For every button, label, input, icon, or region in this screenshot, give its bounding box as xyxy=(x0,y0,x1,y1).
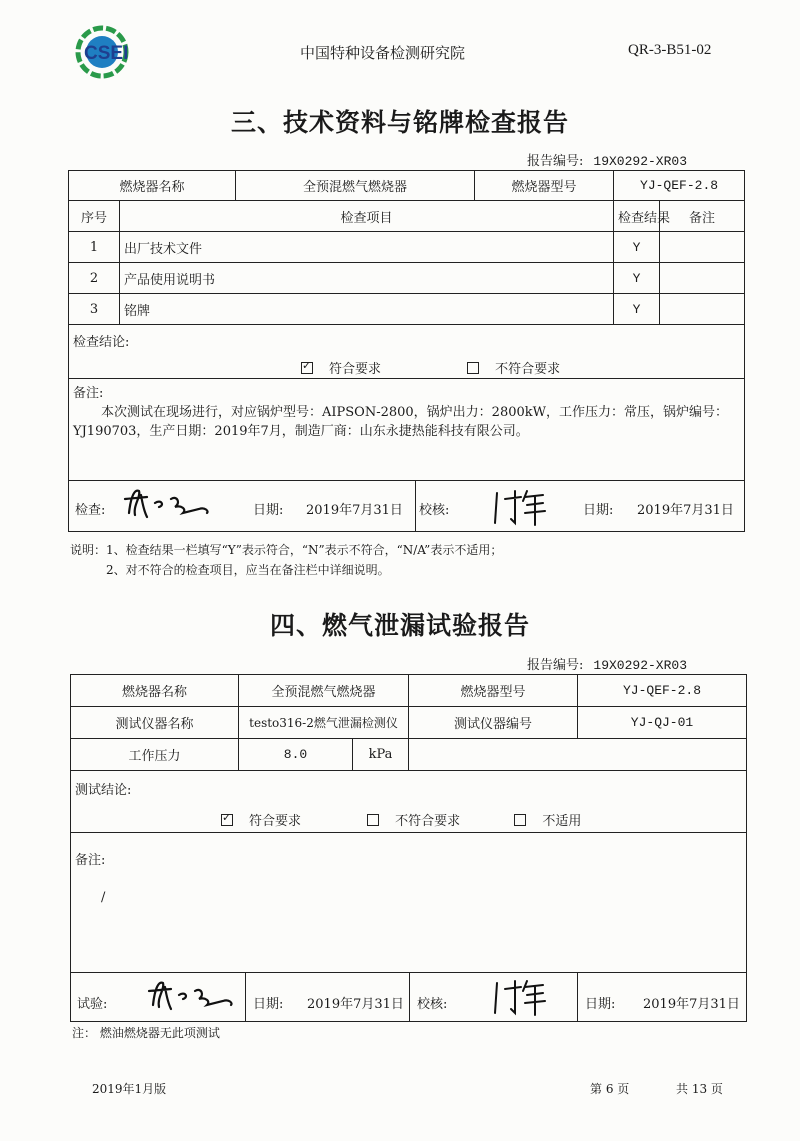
option-pass-label: 符合要求 xyxy=(249,814,302,829)
note-2: 2、对不符合的检查项目，应当在备注栏中详细说明。 xyxy=(106,563,390,577)
remark-label: 备注: xyxy=(73,386,104,401)
row-item: 产品使用说明书 xyxy=(120,263,614,294)
option-fail[interactable] xyxy=(367,810,460,829)
remark-value: / xyxy=(101,890,106,905)
logo-text: CSEI xyxy=(84,43,129,64)
date-value-2: 2019年7月31日 xyxy=(643,997,740,1012)
date-label-2: 日期: xyxy=(583,503,614,518)
pressure-value: 8.0 xyxy=(239,739,353,771)
tester-signature xyxy=(145,977,239,1017)
remark-cell xyxy=(71,833,747,973)
date-value-1: 2019年7月31日 xyxy=(306,503,403,518)
date-value-1: 2019年7月31日 xyxy=(307,997,404,1012)
burner-model-value: YJ-QEF-2.8 xyxy=(578,675,747,707)
row-remark xyxy=(660,294,745,325)
table-row xyxy=(69,263,745,294)
table-row xyxy=(69,294,745,325)
section4-table xyxy=(70,674,747,1022)
burner-model-label: 燃烧器型号 xyxy=(475,171,614,201)
date-label-1: 日期: xyxy=(253,503,284,518)
reviewer-signature xyxy=(489,975,549,1021)
option-fail-label: 不符合要求 xyxy=(395,814,461,829)
note-1: 说明：1、检查结果一栏填写“Y”表示符合，“N”表示不符合，“N/A”表示不适用； xyxy=(70,543,503,557)
row-result: Y xyxy=(614,232,660,263)
option-pass-label: 符合要求 xyxy=(329,362,382,377)
section3-table xyxy=(68,170,745,532)
section4-report-no xyxy=(527,654,687,673)
conclusion-cell xyxy=(69,325,745,379)
burner-model-value: YJ-QEF-2.8 xyxy=(614,171,745,201)
row-remark xyxy=(660,232,745,263)
form-code: QR-3-B51-02 xyxy=(628,42,712,58)
page-number: 第 6 页 xyxy=(590,1082,630,1096)
instrument-name-label: 测试仪器名称 xyxy=(71,707,239,739)
row-no: 2 xyxy=(69,263,120,294)
pressure-unit: kPa xyxy=(353,739,409,771)
page-total: 共 13 页 xyxy=(676,1082,723,1096)
report-no-label: 报告编号: xyxy=(527,658,584,673)
row-result: Y xyxy=(614,263,660,294)
review-label: 校核: xyxy=(419,503,450,518)
section4-title: 四、燃气泄漏试验报告 xyxy=(269,611,530,640)
col-item-header: 检查项目 xyxy=(120,201,614,232)
row-no: 1 xyxy=(69,232,120,263)
option-pass[interactable] xyxy=(301,358,381,377)
option-fail-label: 不符合要求 xyxy=(495,362,561,377)
sign-cell xyxy=(71,973,747,1022)
instrument-no-label: 测试仪器编号 xyxy=(409,707,578,739)
checkbox-icon xyxy=(467,362,479,374)
edition: 2019年1月版 xyxy=(92,1082,167,1096)
row-remark xyxy=(660,263,745,294)
checkbox-checked-icon xyxy=(221,814,233,826)
pressure-label: 工作压力 xyxy=(71,739,239,771)
date-label-1: 日期: xyxy=(253,997,284,1012)
instrument-no-value: YJ-QJ-01 xyxy=(578,707,747,739)
reviewer-signature xyxy=(489,485,549,531)
instrument-name-value: testo316-2燃气泄漏检测仪 xyxy=(239,707,409,739)
section3-report-no xyxy=(527,150,687,169)
col-no-header: 序号 xyxy=(69,201,120,232)
burner-name-value: 全预混燃气燃烧器 xyxy=(239,675,409,707)
inspect-label: 检查: xyxy=(75,503,106,518)
test-label: 试验: xyxy=(77,997,108,1012)
section4-note: 注： 燃油燃烧器无此项测试 xyxy=(72,1026,220,1040)
table-row xyxy=(69,232,745,263)
date-label-2: 日期: xyxy=(585,997,616,1012)
burner-model-label: 燃烧器型号 xyxy=(409,675,578,707)
report-no-label: 报告编号: xyxy=(527,154,584,169)
report-no-value: 19X0292-XR03 xyxy=(593,658,688,673)
org-name: 中国特种设备检测研究院 xyxy=(300,44,466,62)
col-remark-header: 备注 xyxy=(660,201,745,232)
conclusion-label: 测试结论: xyxy=(75,783,132,798)
row-item: 铭牌 xyxy=(120,294,614,325)
col-result-header: 检查结果 xyxy=(614,201,660,232)
burner-name-label: 燃烧器名称 xyxy=(71,675,239,707)
burner-name-value: 全预混燃气燃烧器 xyxy=(236,171,475,201)
conclusion-cell xyxy=(71,771,747,833)
option-pass[interactable] xyxy=(221,810,301,829)
remark-line1: 本次测试在现场进行，对应锅炉型号：AIPSON-2800，锅炉出力：2800kW，工作压力：常压，锅炉编号： xyxy=(101,405,729,420)
date-value-2: 2019年7月31日 xyxy=(637,503,734,518)
option-na[interactable] xyxy=(514,810,581,829)
checkbox-icon xyxy=(367,814,379,826)
remark-line2: YJ190703，生产日期：2019年7月，制造厂商：山东永捷热能科技有限公司。 xyxy=(73,424,529,439)
burner-name-label: 燃烧器名称 xyxy=(69,171,236,201)
remark-label: 备注: xyxy=(75,853,106,868)
checkbox-icon xyxy=(514,814,526,826)
section3-title: 三、技术资料与铭牌检查报告 xyxy=(230,108,569,137)
option-na-label: 不适用 xyxy=(542,814,582,829)
inspector-signature xyxy=(121,485,215,525)
conclusion-label: 检查结论: xyxy=(73,335,130,350)
row-no: 3 xyxy=(69,294,120,325)
remark-cell xyxy=(69,379,745,481)
review-label: 校核: xyxy=(417,997,448,1012)
row-result: Y xyxy=(614,294,660,325)
sign-cell xyxy=(69,481,745,532)
option-fail[interactable] xyxy=(467,358,560,377)
row-item: 出厂技术文件 xyxy=(120,232,614,263)
report-no-value: 19X0292-XR03 xyxy=(593,154,688,169)
csei-logo xyxy=(76,24,150,80)
checkbox-checked-icon xyxy=(301,362,313,374)
